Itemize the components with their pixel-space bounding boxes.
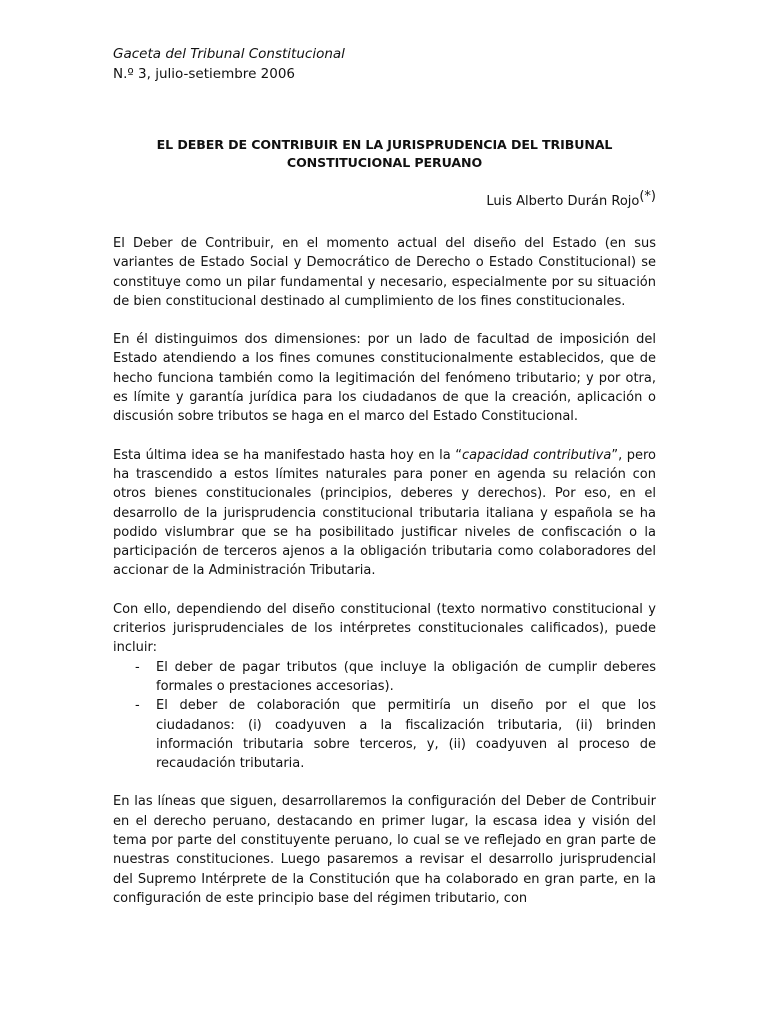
paragraph-3-end: ”, pero ha trascendido a estos límites naturales para poner en agenda su relación con otros bienes constitucionales (principios, deberes y derechos). Por eso, en el desarrollo de la jurisprudencia constitucional tributaria italiana y española se ha podido vislumbrar que se ha posibilitado justificar niveles de confiscación o la participación de terceros ajenos a la obligación tributaria como colaboradores del accionar de la Administración Tributaria.: [113, 447, 656, 579]
title-line-1: EL DEBER DE CONTRIBUIR EN LA JURISPRUDENCIA DEL TRIBUNAL: [156, 137, 613, 152]
paragraph-4: Con ello, dependiendo del diseño constitucional (texto normativo constitucional y criterios jurisprudenciales de los intérpretes constitucionales calificados), puede incluir:: [113, 601, 656, 656]
title-line-2: CONSTITUCIONAL PERUANO: [286, 155, 483, 170]
paragraph-2: En él distinguimos dos dimensiones: por un lado de facultad de imposición del Estado atendiendo a los fines comunes constitucionalmente establecidos, que de hecho funciona también como la legitimación del fenómeno tributario; y por otra, es límite y garantía jurídica para los ciudadanos de que la creación, aplicación o discusión sobre tributos se haga en el marco del Estado Constitucional.: [113, 332, 656, 425]
list-item-text: El deber de pagar tributos (que incluye la obligación de cumplir deberes formales o prestaciones accesorias).: [156, 659, 656, 694]
author-line: [113, 189, 656, 212]
paragraph-1: El Deber de Contribuir, en el momento actual del diseño del Estado (en sus variantes de Estado Social y Democrático de Derecho o Estado Constitucional) se constituye como un pilar fundamental y necesario, especialmente por su situación de bien constitucional destinado al cumplimiento de los fines constitucionales.: [113, 236, 656, 309]
paragraph-3: [113, 446, 656, 581]
list-item-text: El deber de colaboración que permitiría un diseño por el que los ciudadanos: (i) coadyuven a la fiscalización tributaria, (ii) brinden información tributaria sobre terceros, y, (ii) coadyuven al proceso de recaudación tributaria.: [156, 698, 656, 772]
list-bullet: -: [135, 698, 140, 714]
paragraph-3-italic: capacidad contributiva: [461, 447, 612, 463]
article-title: [113, 136, 656, 172]
author-footnote-mark: (*): [639, 189, 656, 204]
list-item: [113, 696, 656, 773]
paragraph-5: En las líneas que siguen, desarrollaremos la configuración del Deber de Contribuir en el derecho peruano, destacando en primer lugar, la escasa idea y visión del tema por parte del constituyente peruano, lo cual se ve reflejado en gran parte de nuestras constituciones. Luego pasaremos a revisar el desarrollo jurisprudencial del Supremo Intérprete de la Constitución que ha colaborado en gran parte, en la configuración de este principio base del régimen tributario, con: [113, 794, 656, 906]
journal-issue: N.º 3, julio-setiembre 2006: [113, 66, 296, 82]
document-page: [113, 44, 656, 908]
duties-list: [113, 658, 656, 774]
paragraph-3-start: Esta última idea se ha manifestado hasta hoy en la “: [113, 447, 462, 463]
journal-name: Gaceta del Tribunal Constitucional: [113, 46, 345, 62]
list-bullet: -: [135, 659, 140, 675]
journal-header: [113, 44, 656, 84]
list-item: [113, 658, 656, 697]
author-name: Luis Alberto Durán Rojo: [486, 194, 640, 209]
